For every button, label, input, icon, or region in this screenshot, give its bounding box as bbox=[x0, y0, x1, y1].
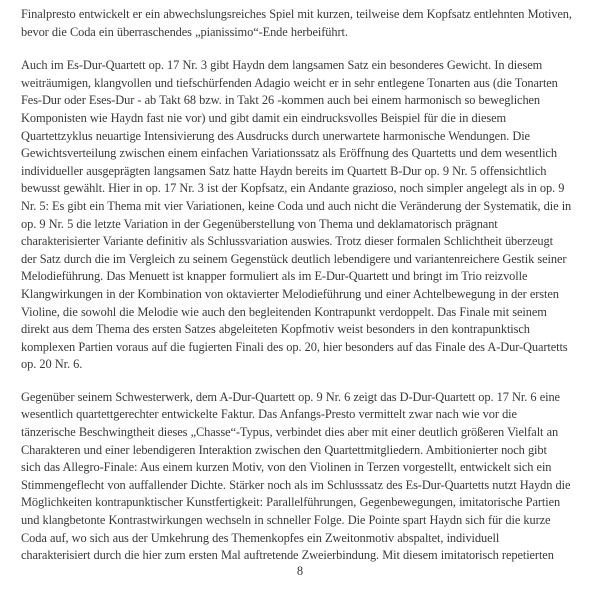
text-line: komplexen Partien voraus auf die fugierten Finali des op. 20, hier besonders auf das Finale des A-Dur-Quartetts bbox=[21, 339, 568, 354]
text-line: tänzerische Beschwingtheit dieses „Chasse“-Typus, verbindet dies aber mit einer deutlich größeren Vielfalt an bbox=[21, 425, 559, 440]
text-line: direkt aus dem Thema des ersten Satzes abgeleiteten Kopfmotiv weist besonders in den kontrapunktisch bbox=[21, 322, 530, 337]
paragraph-finalpresto bbox=[21, 6, 581, 41]
text-line: individueller ausgeprägten langsamen Satz hatte Haydn bereits im Quartett B-Dur op. 9 Nr. 5 offensichtlich bbox=[21, 163, 547, 178]
text-line: Fes-Dur oder Eses-Dur - ab Takt 68 bzw. in Takt 26 -kommen auch bei einem harmonisch so beweglichen bbox=[21, 93, 541, 108]
paragraph-spacer bbox=[21, 41, 581, 57]
text-line: Komponisten wie Haydn fast nie vor) und gibt damit ein eindrucksvolles Beispiel für die in diesem bbox=[21, 110, 507, 125]
text-line: sich das Allegro-Finale: Aus einem kurzen Motiv, von den Violinen in Terzen vorgestellt, entwickelt sich ein bbox=[21, 460, 552, 475]
text-line: charakterisiert durch die hier zum ersten Mal auftretende Zweierbindung. Mit diesem imitatorisch repetierten bbox=[21, 548, 554, 563]
paragraph-spacer bbox=[21, 374, 581, 389]
text-line: op. 20 Nr. 6. bbox=[21, 357, 83, 372]
paragraph-d-dur-quartett bbox=[21, 389, 581, 565]
text-line: op. 9 Nr. 5 die letzte Variation in der Gegenüberstellung von Thema und deklamatorisch prägnant bbox=[21, 216, 498, 231]
text-line: charakterisierter Variante definitiv als Schlussvariation auswies. Trotz dieser formalen Schlichtheit überzeugt bbox=[21, 234, 553, 249]
page-number: 8 bbox=[296, 564, 304, 578]
text-line: der Satz durch die im Vergleich zu seinem Gegenstück deutlich lebendigere und variantenreichere Gestik seiner bbox=[21, 251, 567, 266]
text-line: Auch im Es-Dur-Quartett op. 17 Nr. 3 gibt Haydn dem langsamen Satz ein besonderes Gewicht. In diesem bbox=[21, 58, 543, 73]
text-line: Stimmengeflecht von auffallender Dichte. Stärker noch als im Schlusssatz des Es-Dur-Quartetts nutzt Haydn die bbox=[21, 477, 571, 492]
text-line: Melodieführung. Das Menuett ist knapper formuliert als im E-Dur-Quartett und bringt im Trio reizvolle bbox=[21, 269, 528, 284]
document-body bbox=[21, 6, 581, 565]
text-line: Finalpresto entwickelt er ein abwechslungsreiches Spiel mit kurzen, teilweise dem Kopfsatz entlehnten Motiven, bbox=[21, 7, 572, 21]
text-line: Möglichkeiten kontrapunktischer Kunstfertigkeit: Parallelführungen, Gegenbewegungen, imitatorische Partien bbox=[21, 495, 561, 510]
text-line: bevor die Coda ein überraschendes „pianissimo“-Ende herbeiführt. bbox=[21, 24, 348, 39]
text-line: Quartettzyklus neuartige Intensivierung des Ausdrucks durch unerwartete harmonische Wendungen. Die bbox=[21, 128, 530, 143]
text-line: wesentlich quartettgerechter entwickelte Faktur. Das Anfangs-Presto vermittelt zwar nach wie vor die bbox=[21, 407, 517, 422]
text-line: Violine, die sowohl die Melodie wie auch den begleitenden Kontrapunkt verdoppelt. Das Finale mit seinem bbox=[21, 304, 547, 319]
text-line: weiträumigen, klangvollen und tiefschürfenden Adagio weicht er in sehr entlegene Tonarten aus (die Tonarten bbox=[21, 75, 558, 90]
text-line: Gewichtsverteilung zwischen einem einfachen Variationssatz als Eröffnung des Quartetts und dem wesentlich bbox=[21, 146, 557, 161]
text-line: bewusst gewählt. Hier in op. 17 Nr. 3 ist der Kopfsatz, ein Andante grazioso, noch simpler angelegt als in op. 9 bbox=[21, 181, 565, 196]
paragraph-es-dur-quartett bbox=[21, 57, 581, 374]
text-line: Nr. 5: Es gibt ein Thema mit vier Variationen, keine Coda und auch nicht die Veränderung der Systematik, die in bbox=[21, 198, 572, 213]
text-line: und klangbetonte Kontrastwirkungen wechseln in schneller Folge. Die Pointe spart Haydn sich für die kurze bbox=[21, 513, 551, 528]
text-line: Coda auf, wo sich aus der Umkehrung des Themenkopfes ein Zweitonmotiv abspaltet, individuell bbox=[21, 530, 500, 545]
text-line: Charakteren und einer lebendigeren Interaktion zwischen den Quartettmitgliedern. Ambitionierter noch gibt bbox=[21, 442, 547, 457]
text-line: Gegenüber seinem Schwesterwerk, dem A-Dur-Quartett op. 9 Nr. 6 zeigt das D-Dur-Quartett op. 17 Nr. 6 eine bbox=[21, 389, 560, 404]
text-line: Klangwirkungen in der Kombination von oktavierter Melodieführung und einer Achtelbewegung in der ersten bbox=[21, 286, 559, 301]
